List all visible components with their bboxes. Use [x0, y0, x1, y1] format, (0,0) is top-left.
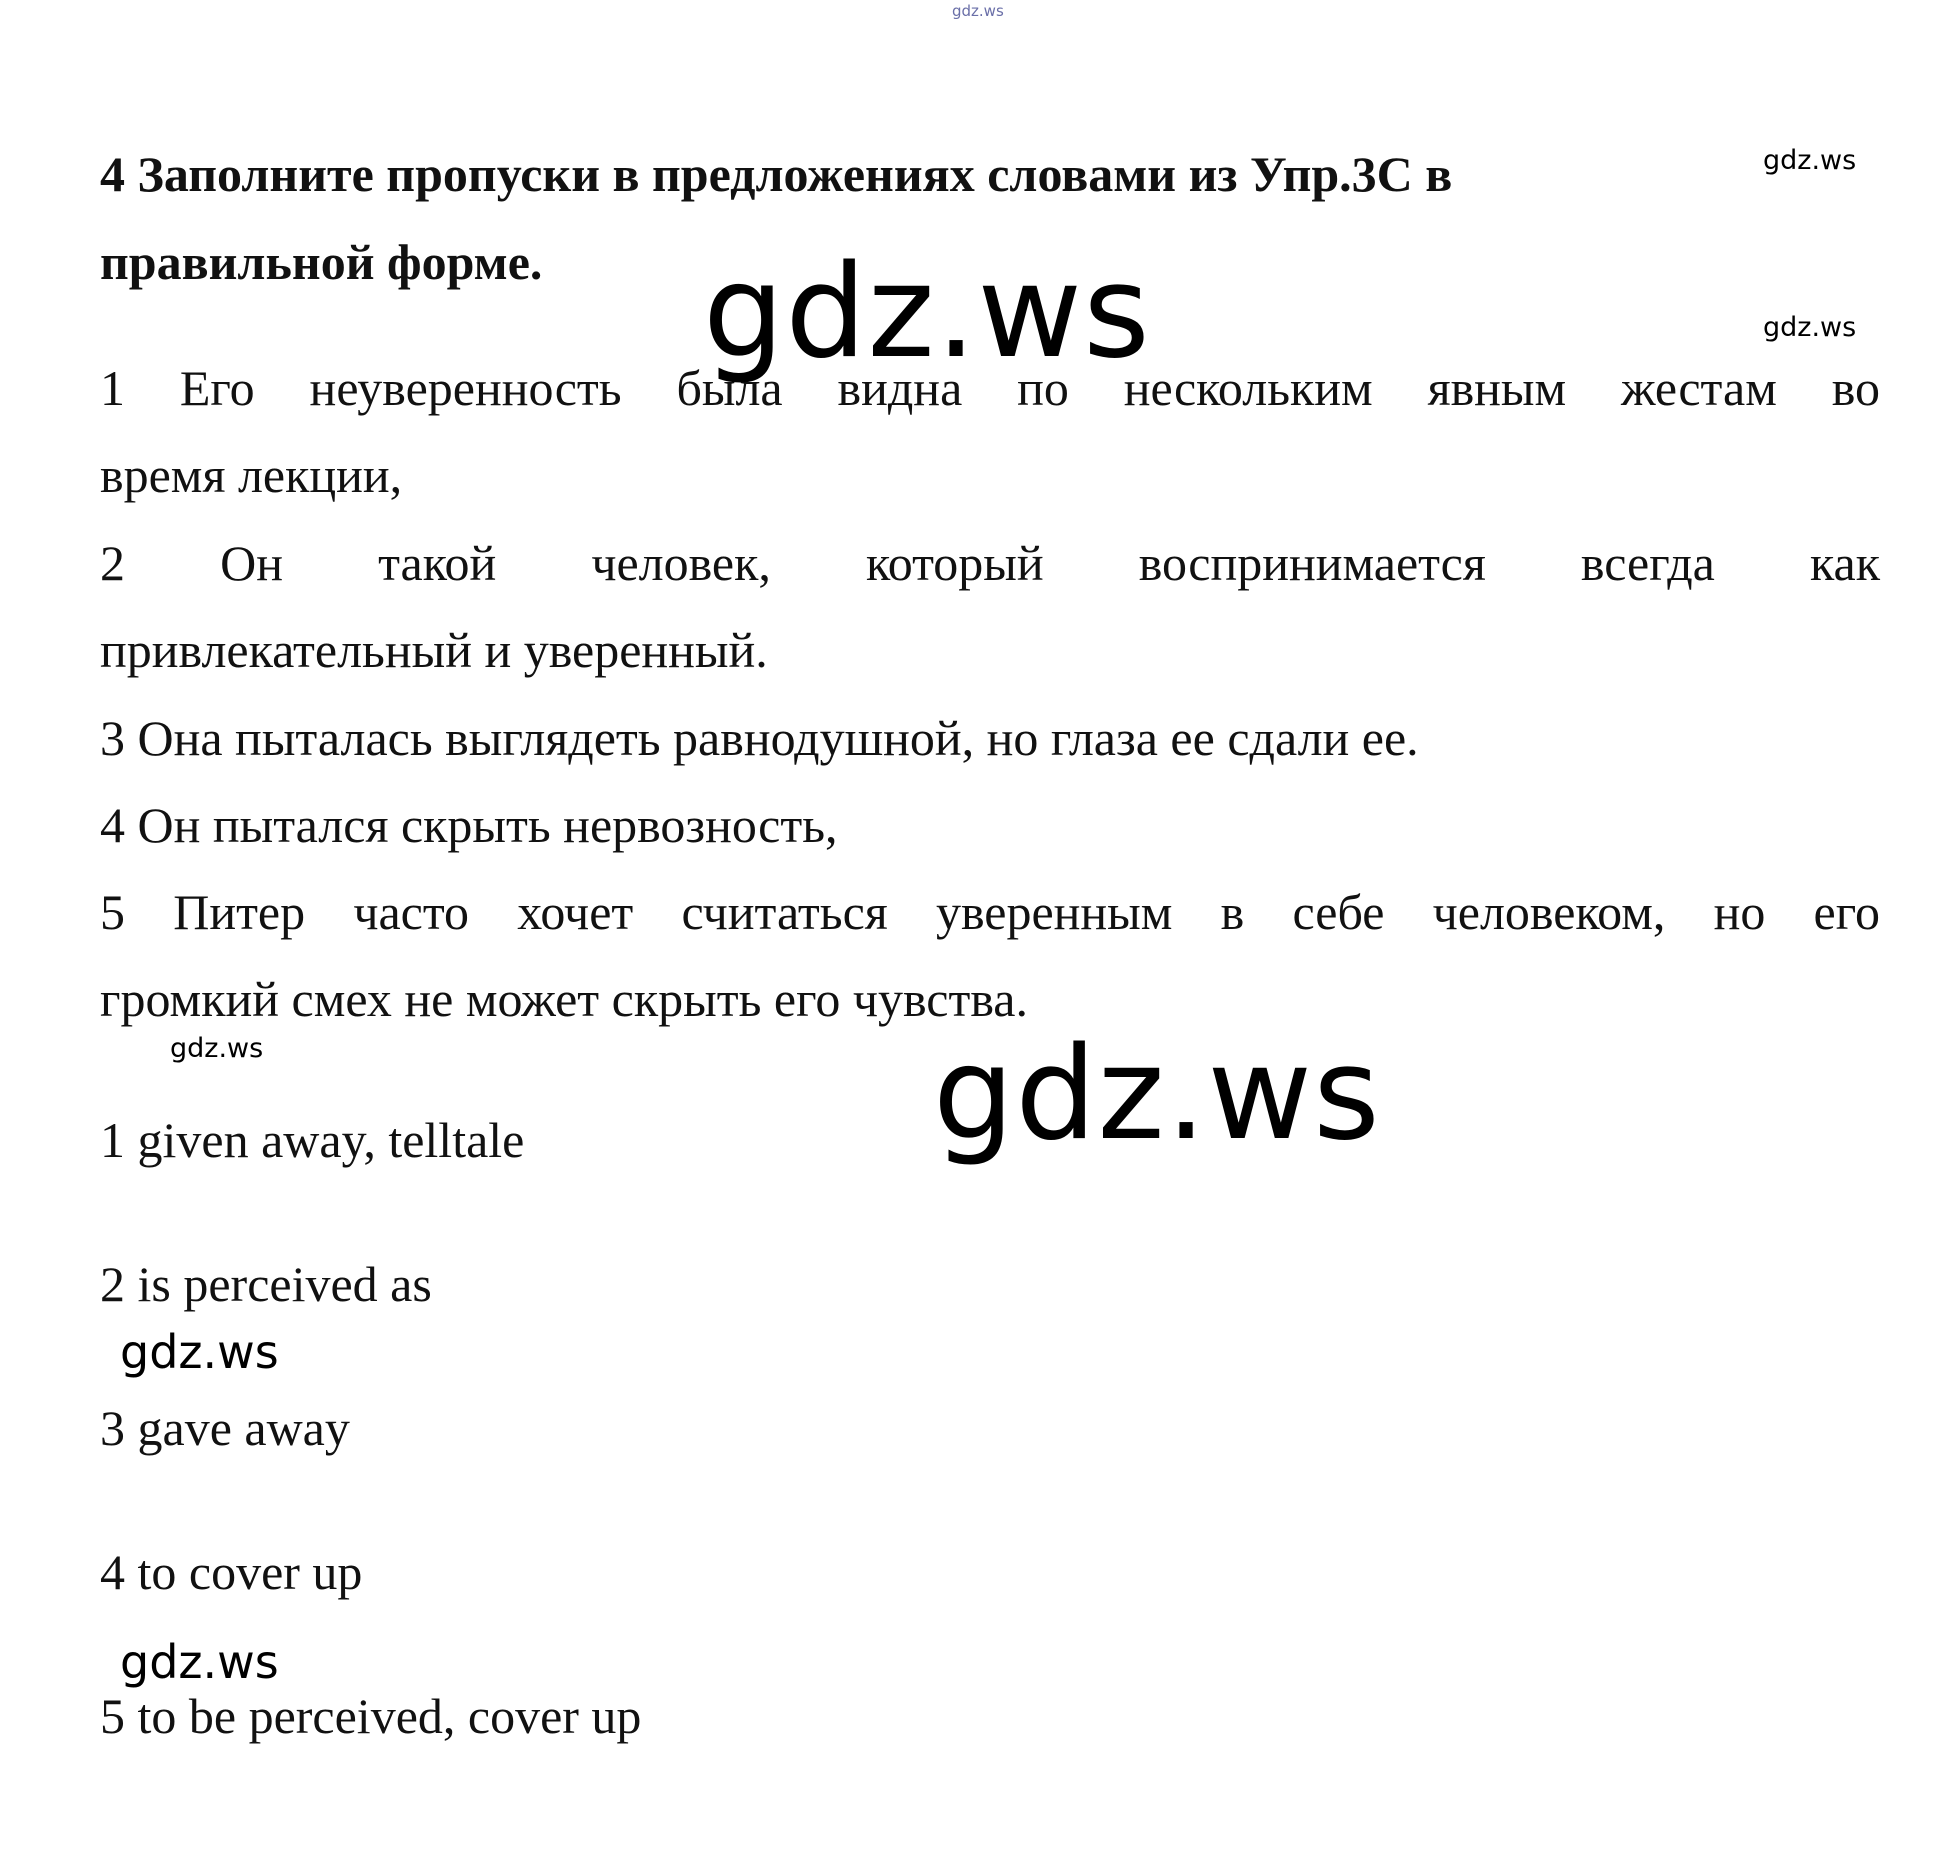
- answer-2: 2 is perceived as: [100, 1256, 432, 1312]
- watermark-left-small: gdz.ws: [170, 1033, 264, 1064]
- answer-3: 3 gave away: [100, 1400, 350, 1456]
- answer-1: 1 given away, telltale: [100, 1112, 525, 1168]
- sentence-2-line-1: 2 Он такой человек, который воспринимается всегда как: [100, 535, 1880, 591]
- watermark-big-2: gdz.ws: [933, 1020, 1381, 1169]
- sentence-5-line-2: громкий смех не может скрыть его чувства.: [100, 971, 1028, 1027]
- sentence-3: [100, 695, 1880, 782]
- answer-4: 4 to cover up: [100, 1544, 363, 1600]
- watermark-mid-1: gdz.ws: [120, 1325, 279, 1379]
- watermark-right-2: gdz.ws: [1763, 312, 1857, 343]
- sentence-2: [100, 520, 1880, 694]
- watermark-right-1: gdz.ws: [1763, 145, 1857, 176]
- sentence-4: [100, 782, 1880, 869]
- sentence-5: [100, 869, 1880, 1043]
- answer-5: 5 to be perceived, cover up: [100, 1688, 642, 1744]
- sentence-1-line-2: время лекции,: [100, 447, 403, 503]
- watermark-top: gdz.ws: [952, 2, 1004, 20]
- sentence-4-line-1: 4 Он пытался скрыть нервозность,: [100, 797, 838, 853]
- sentence-5-line-1: 5 Питер часто хочет считаться уверенным в себе человеком, но его: [100, 884, 1880, 940]
- watermark-big-1: gdz.ws: [703, 238, 1151, 387]
- sentence-1-line-1: 1 Его неуверенность была видна по нескольким явным жестам во: [100, 360, 1880, 416]
- heading-line-2: правильной форме.: [100, 234, 543, 290]
- watermark-mid-2: gdz.ws: [120, 1635, 279, 1689]
- sentence-2-line-2: привлекательный и уверенный.: [100, 622, 768, 678]
- sentence-3-line-1: 3 Она пыталась выглядеть равнодушной, но глаза ее сдали ее.: [100, 710, 1419, 766]
- heading-line-1: 4 Заполните пропуски в предложениях словами из Упр.3С в: [100, 146, 1453, 202]
